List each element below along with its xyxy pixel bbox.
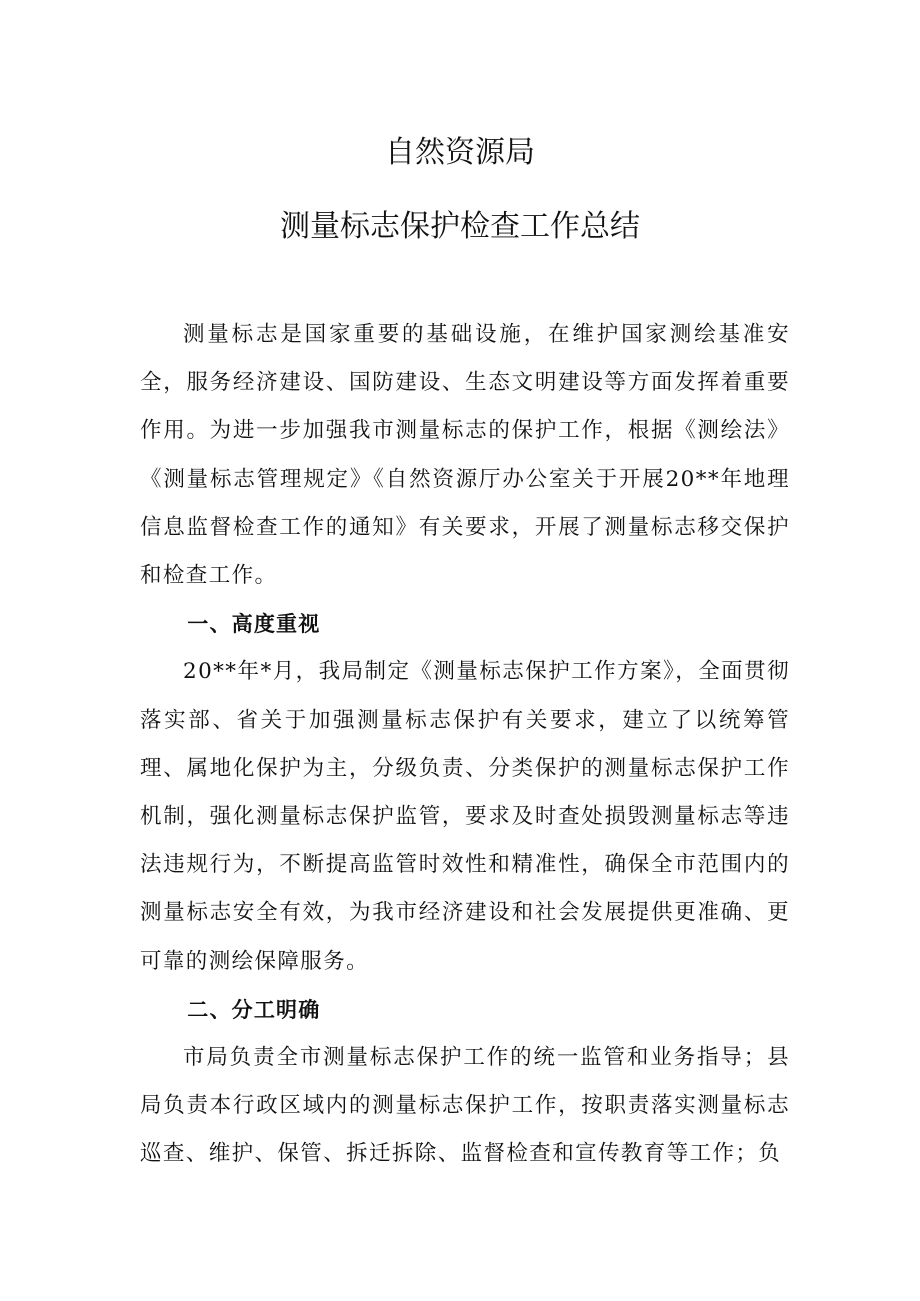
intro-paragraph: 测量标志是国家重要的基础设施，在维护国家测绘基准安全，服务经济建设、国防建设、生态文明建设等方面发挥着重要作用。为进一步加强我市测量标志的保护工作，根据《测绘法》《测量标志管理规定》《自然资源厅办公室关于开展20**年地理信息监督检查工作的通知》有关要求，开展了测量标志移交保护和检查工作。 <box>140 322 790 589</box>
document-title-organization: 自然资源局 <box>385 135 535 170</box>
document-title-subject: 测量标志保护检查工作总结 <box>280 209 640 244</box>
section-heading-2: 二、分工明确 <box>187 997 321 1022</box>
document-body <box>140 311 790 1179</box>
section-heading-1: 一、高度重视 <box>187 612 321 637</box>
section-paragraph-1: 20**年*月，我局制定《测量标志保护工作方案》，全面贯彻落实部、省关于加强测量标志保护有关要求，建立了以统筹管理、属地化保护为主，分级负责、分类保护的测量标志保护工作机制，强化测量标志保护监管，要求及时查处损毁测量标志等违法违规行为，不断提高监管时效性和精准性，确保全市范围内的测量标志安全有效，为我市经济建设和社会发展提供更准确、更可靠的测绘保障服务。 <box>140 659 790 974</box>
section-paragraph-2: 市局负责全市测量标志保护工作的统一监管和业务指导；县局负责本行政区域内的测量标志保护工作，按职责落实测量标志巡查、维护、保管、拆迁拆除、监督检查和宣传教育等工作；负 <box>140 1045 790 1167</box>
